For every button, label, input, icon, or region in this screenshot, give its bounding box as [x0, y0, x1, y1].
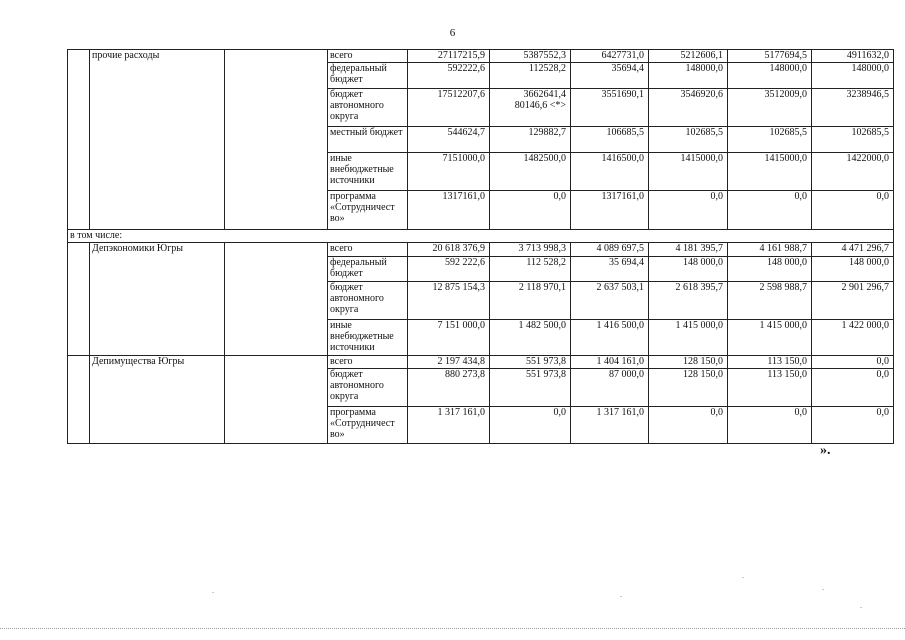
funding-source-cell: всего [328, 243, 408, 257]
amount-cell: 1 482 500,0 [490, 320, 571, 356]
amount-cell: 102685,5 [728, 127, 812, 153]
including-label: в том числе: [68, 230, 894, 243]
amount-cell: 148000,0 [728, 63, 812, 89]
funding-source-cell: бюджет автономного округа [328, 369, 408, 407]
funding-source-cell: федеральный бюджет [328, 257, 408, 282]
amount-cell: 1 416 500,0 [571, 320, 649, 356]
amount-cell: 1 415 000,0 [649, 320, 728, 356]
amount-cell: 2 618 395,7 [649, 282, 728, 320]
budget-table-body [68, 50, 894, 444]
amount-cell: 148 000,0 [728, 257, 812, 282]
including-row [68, 230, 894, 243]
amount-cell: 0,0 [812, 191, 894, 230]
budget-table [67, 49, 894, 444]
number-cell [68, 243, 90, 356]
group-name-cell: Депимущества Югры [90, 356, 225, 444]
amount-cell: 592 222,6 [408, 257, 490, 282]
table-row [68, 356, 894, 369]
amount-cell: 2 598 988,7 [728, 282, 812, 320]
funding-source-cell: всего [328, 50, 408, 63]
funding-source-cell: программа «Сотрудничест во» [328, 191, 408, 230]
amount-cell: 0,0 [728, 407, 812, 444]
funding-source-cell: федеральный бюджет [328, 63, 408, 89]
amount-cell: 592222,6 [408, 63, 490, 89]
amount-cell: 2 637 503,1 [571, 282, 649, 320]
amount-cell: 4 161 988,7 [728, 243, 812, 257]
amount-cell: 5387552,3 [490, 50, 571, 63]
amount-cell: 0,0 [649, 191, 728, 230]
amount-cell: 7151000,0 [408, 153, 490, 191]
amount-cell: 35 694,4 [571, 257, 649, 282]
amount-cell: 3662641,4 80146,6 <*> [490, 89, 571, 127]
amount-cell: 35694,4 [571, 63, 649, 89]
group-name-cell: прочие расходы [90, 50, 225, 230]
amount-cell: 17512207,6 [408, 89, 490, 127]
amount-cell: 1415000,0 [728, 153, 812, 191]
amount-cell: 1 404 161,0 [571, 356, 649, 369]
amount-cell: 3551690,1 [571, 89, 649, 127]
scan-speck: . [860, 601, 862, 610]
amount-cell: 148000,0 [812, 63, 894, 89]
amount-cell: 2 118 970,1 [490, 282, 571, 320]
amount-cell: 113 150,0 [728, 356, 812, 369]
executor-cell [225, 50, 328, 230]
amount-cell: 0,0 [812, 369, 894, 407]
closing-quote: ». [820, 443, 831, 458]
amount-cell: 3 713 998,3 [490, 243, 571, 257]
amount-cell: 12 875 154,3 [408, 282, 490, 320]
amount-cell: 1 317 161,0 [571, 407, 649, 444]
amount-cell: 4 471 296,7 [812, 243, 894, 257]
table-row [68, 243, 894, 257]
amount-cell: 112528,2 [490, 63, 571, 89]
amount-cell: 1317161,0 [408, 191, 490, 230]
amount-cell: 27117215,9 [408, 50, 490, 63]
scan-speck: . [212, 586, 214, 595]
amount-cell: 5177694,5 [728, 50, 812, 63]
scan-edge-line [0, 628, 905, 630]
scan-speck: . [822, 583, 824, 592]
amount-cell: 7 151 000,0 [408, 320, 490, 356]
amount-cell: 113 150,0 [728, 369, 812, 407]
funding-source-cell: местный бюджет [328, 127, 408, 153]
amount-cell: 2 197 434,8 [408, 356, 490, 369]
amount-cell: 6427731,0 [571, 50, 649, 63]
amount-cell: 551 973,8 [490, 356, 571, 369]
amount-cell: 20 618 376,9 [408, 243, 490, 257]
amount-cell: 102685,5 [812, 127, 894, 153]
funding-source-cell: бюджет автономного округа [328, 282, 408, 320]
amount-cell: 1422000,0 [812, 153, 894, 191]
funding-source-cell: программа «Сотрудничест во» [328, 407, 408, 444]
amount-cell: 148 000,0 [649, 257, 728, 282]
amount-cell: 3238946,5 [812, 89, 894, 127]
amount-cell: 3546920,6 [649, 89, 728, 127]
page-number: 6 [449, 27, 456, 39]
funding-source-cell: иные внебюджетные источники [328, 320, 408, 356]
amount-cell: 0,0 [812, 407, 894, 444]
amount-cell: 1 415 000,0 [728, 320, 812, 356]
amount-cell: 1 317 161,0 [408, 407, 490, 444]
amount-cell: 128 150,0 [649, 356, 728, 369]
amount-cell: 1415000,0 [649, 153, 728, 191]
funding-source-cell: бюджет автономного округа [328, 89, 408, 127]
executor-cell [225, 243, 328, 356]
amount-cell: 551 973,8 [490, 369, 571, 407]
amount-cell: 4911632,0 [812, 50, 894, 63]
amount-cell: 112 528,2 [490, 257, 571, 282]
amount-cell: 128 150,0 [649, 369, 728, 407]
amount-cell: 106685,5 [571, 127, 649, 153]
amount-cell: 1317161,0 [571, 191, 649, 230]
funding-source-cell: иные внебюджетные источники [328, 153, 408, 191]
amount-cell: 4 089 697,5 [571, 243, 649, 257]
amount-cell: 148 000,0 [812, 257, 894, 282]
amount-cell: 5212606,1 [649, 50, 728, 63]
number-cell [68, 50, 90, 230]
amount-cell: 1 422 000,0 [812, 320, 894, 356]
amount-cell: 0,0 [490, 407, 571, 444]
scan-speck: . [620, 590, 622, 599]
amount-cell: 0,0 [812, 356, 894, 369]
amount-cell: 3512009,0 [728, 89, 812, 127]
amount-cell: 0,0 [490, 191, 571, 230]
amount-cell: 1416500,0 [571, 153, 649, 191]
amount-cell: 1482500,0 [490, 153, 571, 191]
scan-speck: . [742, 571, 744, 580]
amount-cell: 0,0 [649, 407, 728, 444]
amount-cell: 544624,7 [408, 127, 490, 153]
amount-cell: 4 181 395,7 [649, 243, 728, 257]
executor-cell [225, 356, 328, 444]
table-row [68, 50, 894, 63]
amount-cell: 0,0 [728, 191, 812, 230]
amount-cell: 2 901 296,7 [812, 282, 894, 320]
amount-cell: 102685,5 [649, 127, 728, 153]
amount-cell: 880 273,8 [408, 369, 490, 407]
group-name-cell: Депэкономики Югры [90, 243, 225, 356]
amount-cell: 129882,7 [490, 127, 571, 153]
number-cell [68, 356, 90, 444]
amount-cell: 148000,0 [649, 63, 728, 89]
amount-cell: 87 000,0 [571, 369, 649, 407]
funding-source-cell: всего [328, 356, 408, 369]
